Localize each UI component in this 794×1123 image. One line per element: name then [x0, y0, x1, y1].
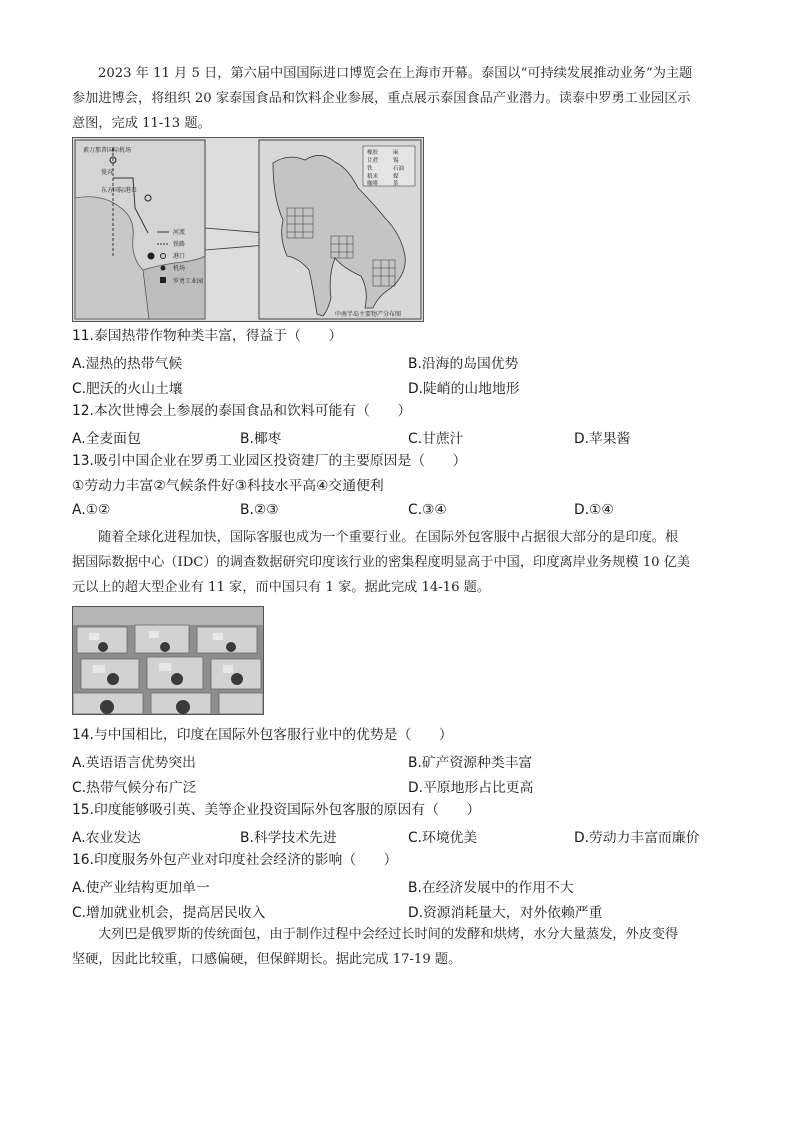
question-14-options-row-1 — [72, 751, 732, 771]
photo-image — [73, 607, 263, 714]
question-13-stem: 13.吸引中国企业在罗勇工业园区投资建厂的主要原因是（ ） — [72, 453, 467, 469]
option-b[interactable]: B.矿产资源种类丰富 — [408, 755, 533, 771]
option-d[interactable]: D.苹果酱 — [574, 431, 631, 447]
question-13-options — [72, 502, 732, 522]
legend-item: 茶 — [393, 181, 399, 187]
question-16-options-row-2 — [72, 901, 732, 921]
question-13-statements: ①劳动力丰富②气候条件好③科技水平高④交通便利 — [72, 478, 384, 494]
question-11-options-row-1 — [72, 352, 732, 372]
rayong-map-figure — [72, 137, 424, 322]
legend-item: 河流 — [173, 229, 186, 236]
passage-1 — [72, 61, 722, 136]
passage-3 — [72, 922, 722, 972]
option-c[interactable]: C.热带气候分布广泛 — [72, 780, 197, 796]
passage-line: 据国际数据中心（IDC）的调查数据研究印度该行业的密集程度明显高于中国，印度离岸业务规模 10 亿美 — [72, 555, 691, 570]
question-11-options-row-2 — [72, 377, 732, 397]
legend-item: 橡胶 — [367, 150, 379, 156]
passage-line: 坚硬，因此比较重，口感偏硬，但保鲜期长。据此完成 17-19 题。 — [72, 952, 462, 967]
question-15-stem: 15.印度能够吸引英、美等企业投资国际外包客服的原因有（ ） — [72, 802, 481, 818]
legend-item: 咖啡 — [367, 181, 379, 187]
option-d[interactable]: D.平原地形占比更高 — [408, 780, 534, 796]
question-14-stem: 14.与中国相比，印度在国际外包客服行业中的优势是（ ） — [72, 727, 453, 743]
legend-item: 铁路 — [173, 241, 186, 248]
option-d[interactable]: D.①④ — [574, 502, 614, 518]
legend-item: 麻 — [393, 150, 399, 156]
option-c[interactable]: C.环境优美 — [408, 830, 478, 846]
option-b[interactable]: B.椰枣 — [240, 431, 282, 447]
legend-item: 煤 — [393, 174, 399, 180]
option-a[interactable]: A.①② — [72, 502, 111, 518]
option-c[interactable]: C.增加就业机会，提高居民收入 — [72, 905, 266, 921]
passage-line: 随着全球化进程加快，国际客服也成为一个重要行业。在国际外包客服中占据很大部分的是印度。根 — [98, 530, 679, 545]
passage-2 — [72, 525, 722, 600]
passage-line: 参加进博会，将组织 20 家泰国食品和饮料企业参展，重点展示泰国食品产业潜力。读泰中罗勇工业园区示 — [72, 91, 691, 106]
map-image — [73, 138, 423, 321]
legend-item: 锡 — [393, 158, 399, 164]
option-a[interactable]: A.全麦面包 — [72, 431, 141, 447]
question-15-options — [72, 826, 732, 846]
option-c[interactable]: C.甘蔗汁 — [408, 431, 464, 447]
legend-item: 石油 — [393, 166, 405, 172]
option-c[interactable]: C.③④ — [408, 502, 447, 518]
option-b[interactable]: B.在经济发展中的作用不大 — [408, 880, 574, 896]
legend-item: 铁 — [367, 166, 373, 172]
passage-line: 元以上的超大型企业有 11 家，而中国只有 1 家。据此完成 14-16 题。 — [72, 580, 491, 595]
question-11-stem: 11.泰国热带作物种类丰富，得益于（ ） — [72, 328, 343, 344]
legend-item: 甘蔗 — [367, 158, 379, 164]
legend-item: 稻米 — [367, 174, 379, 180]
option-d[interactable]: D.陡峭的山地地形 — [408, 381, 520, 397]
option-a[interactable]: A.英语语言优势突出 — [72, 755, 196, 771]
option-b[interactable]: B.②③ — [240, 502, 279, 518]
map-label: 东方国际港口 — [101, 187, 138, 194]
passage-line: 大列巴是俄罗斯的传统面包，由于制作过程中会经过长时间的发酵和烘烤，水分大量蒸发，外皮变得 — [98, 927, 679, 942]
question-12-options — [72, 427, 732, 447]
option-a[interactable]: A.使产业结构更加单一 — [72, 880, 210, 896]
map-label: 曼谷 — [101, 169, 114, 176]
option-d[interactable]: D.资源消耗量大，对外依赖严重 — [408, 905, 603, 921]
passage-line: 意图，完成 11-13 题。 — [72, 116, 211, 131]
option-a[interactable]: A.湿热的热带气候 — [72, 356, 183, 372]
option-b[interactable]: B.科学技术先进 — [240, 830, 337, 846]
legend-item: 港口 — [173, 253, 186, 260]
question-14-options-row-2 — [72, 776, 732, 796]
question-16-options-row-1 — [72, 876, 732, 896]
option-d[interactable]: D.劳动力丰富而廉价 — [574, 830, 700, 846]
question-12-stem: 12.本次世博会上参展的泰国食品和饮料可能有（ ） — [72, 403, 412, 419]
option-a[interactable]: A.农业发达 — [72, 830, 141, 846]
legend-item: 罗勇工业园 — [173, 278, 204, 285]
passage-line: 2023 年 11 月 5 日，第六届中国国际进口博览会在上海市开幕。泰国以“可持续发展推动业务”为主题 — [98, 66, 693, 81]
map-caption: 中南半岛主要物产分布图 — [335, 311, 402, 318]
call-center-photo — [72, 606, 264, 715]
question-16-stem: 16.印度服务外包产业对印度社会经济的影响（ ） — [72, 852, 398, 868]
map-label: 素万那普国际机场 — [83, 147, 132, 154]
legend-item: 机场 — [173, 265, 186, 272]
option-b[interactable]: B.沿海的岛国优势 — [408, 356, 519, 372]
option-c[interactable]: C.肥沃的火山土壤 — [72, 381, 183, 397]
